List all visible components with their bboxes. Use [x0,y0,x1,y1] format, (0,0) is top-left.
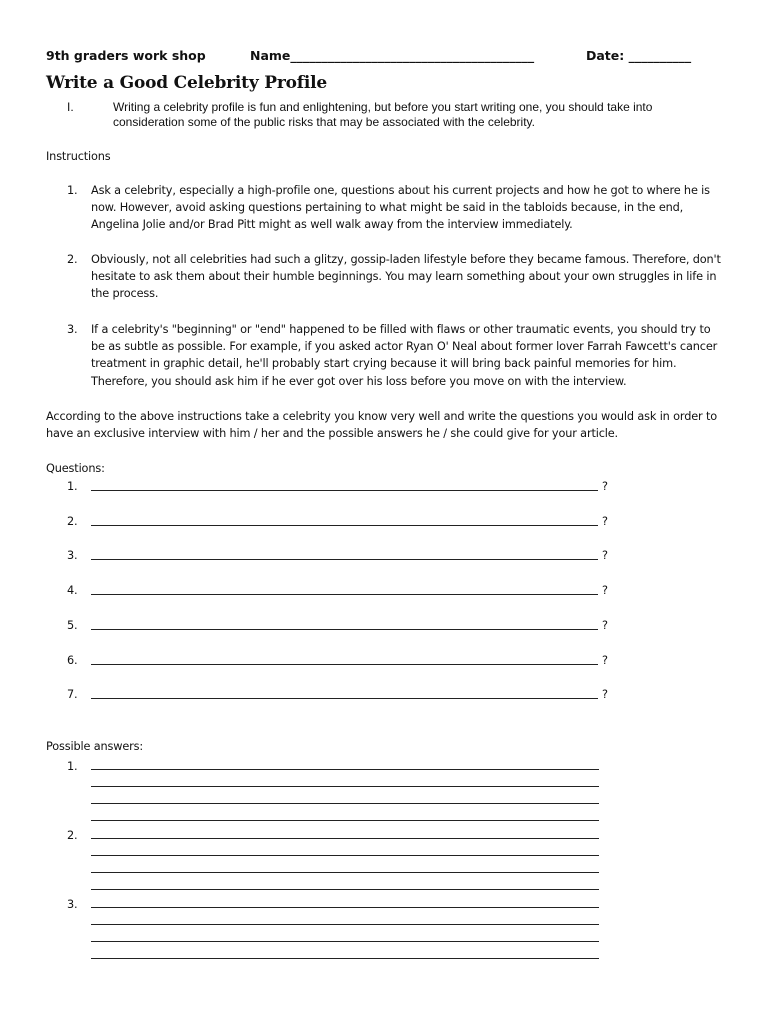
answer-blank-line[interactable] [91,855,599,856]
answer-blank-line[interactable] [91,769,599,770]
question-mark: ? [602,619,608,632]
question-blank-line[interactable] [91,594,598,595]
question-row [46,652,646,670]
question-blank-line[interactable] [91,490,598,491]
question-row [46,513,646,531]
question-mark: ? [602,654,608,667]
worksheet-header [46,48,726,68]
answer-block [46,896,646,964]
instruction-text: Ask a celebrity, especially a high-profile one, questions about his current projects and how he got to where he is now. However, avoid asking questions pertaining to what might be said in the tabloids because, in the end, Angelina Jolie and/or Brad Pitt might as well walk away from the interview immediately. [91,184,710,232]
class-label: 9th graders work shop [46,48,206,63]
instructions-label: Instructions [46,150,111,163]
answer-block [46,758,646,826]
question-number: 2. [67,515,78,528]
name-field: Name_______________________________________ [250,48,535,63]
answer-blank-line[interactable] [91,872,599,873]
question-blank-line[interactable] [91,698,598,699]
date-field: Date: __________ [586,48,692,63]
page-title: Write a Good Celebrity Profile [46,73,327,93]
answer-blank-line[interactable] [91,820,599,821]
answer-number: 1. [67,760,78,773]
instruction-text: Obviously, not all celebrities had such a glitzy, gossip-laden lifestyle before they became famous. Therefore, don't hesitate to ask them about their humble beginnings. You may learn something about your own struggles in life in the process. [91,253,721,301]
answer-blank-line[interactable] [91,958,599,959]
question-row [46,547,646,565]
question-mark: ? [602,480,608,493]
question-row [46,617,646,635]
answer-number: 3. [67,898,78,911]
question-number: 5. [67,619,78,632]
answer-blank-line[interactable] [91,889,599,890]
question-number: 6. [67,654,78,667]
answer-block [46,827,646,895]
question-number: 4. [67,584,78,597]
question-blank-line[interactable] [91,525,598,526]
answer-number: 2. [67,829,78,842]
questions-label: Questions: [46,462,105,475]
assignment-paragraph: According to the above instructions take a celebrity you know very well and write the questions you would ask in order to have an exclusive interview with him / her and the possible answers he / she could give for your article. [46,410,717,441]
question-mark: ? [602,515,608,528]
question-blank-line[interactable] [91,559,598,560]
instruction-text: If a celebrity's "beginning" or "end" happened to be filled with flaws or other traumatic events, you should try to be as subtle as possible. For example, if you asked actor Ryan O' Neal about former lover Farrah Fawcett's cancer treatment in graphic detail, he'll probably start crying because it will bring back painful memories for him. Therefore, you should ask him if he ever got over his loss before you move on with the interview. [91,323,718,388]
instruction-number: 2. [67,253,78,266]
question-number: 7. [67,688,78,701]
question-mark: ? [602,584,608,597]
intro-number: I. [67,100,74,114]
question-blank-line[interactable] [91,664,598,665]
question-mark: ? [602,688,608,701]
answer-blank-line[interactable] [91,803,599,804]
intro-text: Writing a celebrity profile is fun and enlightening, but before you start writing one, you should take into consideration some of the public risks that may be associated with the celebrity. [113,100,653,129]
answer-blank-line[interactable] [91,786,599,787]
question-row [46,582,646,600]
question-number: 3. [67,549,78,562]
question-row [46,686,646,704]
answer-blank-line[interactable] [91,941,599,942]
answer-blank-line[interactable] [91,838,599,839]
question-blank-line[interactable] [91,629,598,630]
answer-blank-line[interactable] [91,924,599,925]
answers-label: Possible answers: [46,740,144,753]
question-number: 1. [67,480,78,493]
instruction-number: 3. [67,323,78,336]
question-row [46,478,646,496]
answer-blank-line[interactable] [91,907,599,908]
question-mark: ? [602,549,608,562]
instruction-number: 1. [67,184,78,197]
